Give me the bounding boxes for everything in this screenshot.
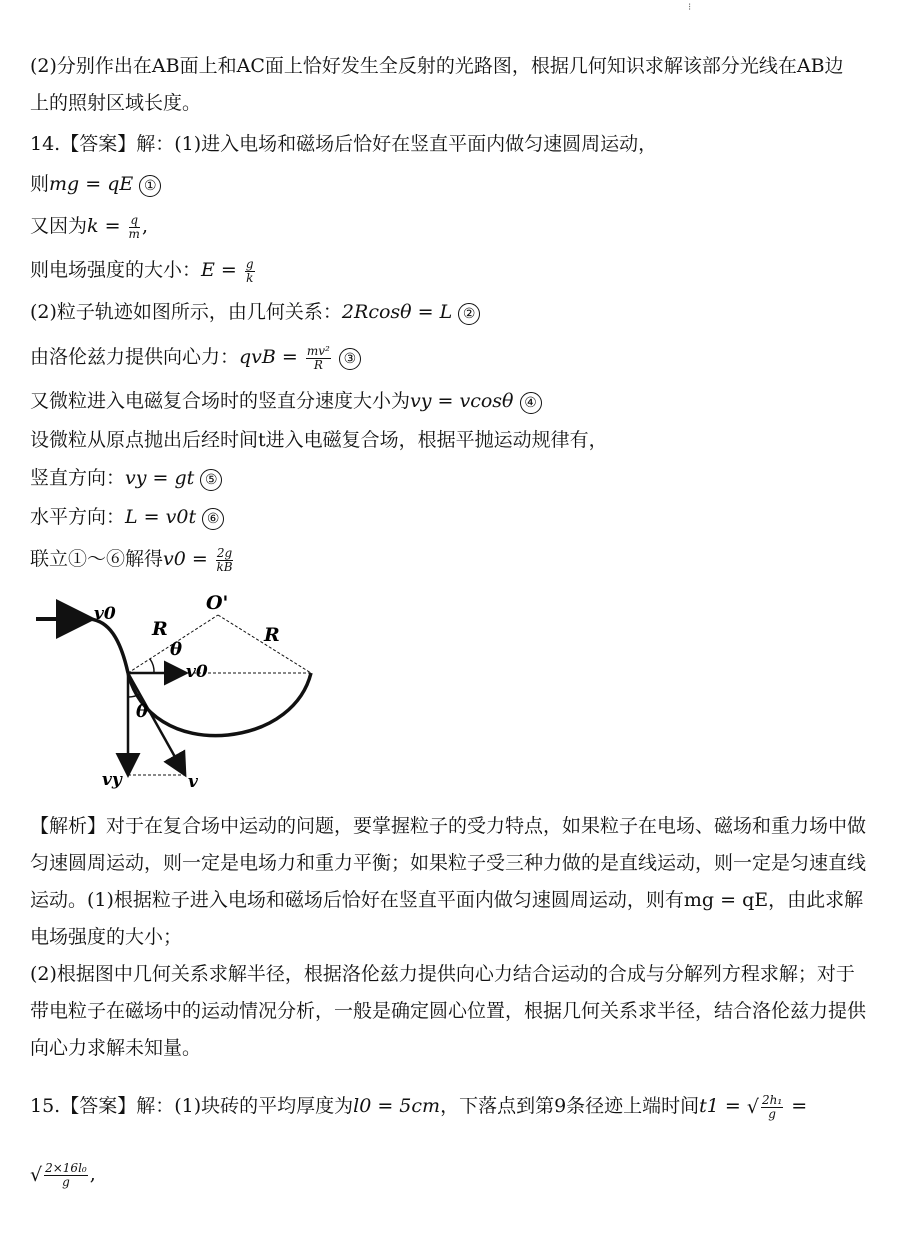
- label-v0-mid: v0: [186, 662, 208, 682]
- fraction-g-k: $\frac{g}{k}$: [245, 256, 254, 285]
- eq-prefix: 则电场强度的大小：: [30, 259, 202, 281]
- label-v0-top: v0: [94, 604, 116, 624]
- equation-line-4: [30, 387, 542, 415]
- fraction-q-m: $\frac{q}{m}$: [128, 212, 140, 241]
- answer-15-line-2: √ $\frac{\text{2×16l₀}}{g}$ ,: [30, 1161, 96, 1190]
- label-v: v: [188, 772, 198, 792]
- circled-number: ①: [139, 175, 161, 197]
- equation-line-6: [30, 503, 224, 531]
- equation: k =: [87, 215, 121, 237]
- equation: =: [791, 1095, 808, 1117]
- equation: 2Rcosθ = L: [341, 301, 453, 323]
- circled-number: ③: [339, 348, 361, 370]
- equation-line-5: [30, 464, 222, 492]
- parabolic-path: [90, 619, 128, 673]
- label-o-prime: O': [206, 595, 229, 614]
- equation-line-2: [30, 298, 480, 326]
- equation: mg = qE: [49, 173, 134, 195]
- equation: qvB =: [239, 346, 298, 368]
- circled-number: ②: [458, 303, 480, 325]
- fraction-2g-kb: $\frac{2g}{kB}$: [216, 545, 233, 574]
- equation-line-result: [30, 545, 235, 574]
- eq-prefix: 又微粒进入电磁复合场时的竖直分速度大小为: [30, 390, 411, 412]
- text-line-2: 上的照射区域长度。: [30, 92, 202, 114]
- label-r-left: R: [152, 618, 168, 640]
- circled-number: ⑥: [202, 508, 224, 530]
- answer-15-line: [30, 1092, 807, 1121]
- v-vector: [128, 673, 184, 773]
- label-vy: vy: [102, 770, 122, 790]
- equation-line-3: [30, 343, 361, 372]
- equation: t1 =: [699, 1095, 741, 1117]
- label-r-right: R: [264, 624, 280, 646]
- text-line-time: 设微粒从原点抛出后经时间t进入电磁复合场，根据平抛运动规律有，: [30, 429, 608, 451]
- analysis-paragraph-2: (2)根据图中几何关系求解半径，根据洛伦兹力提供向心力结合运动的合成与分解列方程求解；对于带电粒子在磁场中的运动情况分析，一般是确定圆心位置，根据几何关系求半径，结合洛伦兹力提供向心力求解未知量。: [30, 963, 867, 1059]
- equation: l0 = 5cm: [353, 1095, 441, 1117]
- label-theta-bottom: θ: [136, 701, 149, 722]
- analysis-paragraph-1: 【解析】对于在复合场中运动的问题，要掌握粒子的受力特点，如果粒子在电场、磁场和重力场中做匀速圆周运动，则一定是电场力和重力平衡；如果粒子受三种力做的是直线运动，则一定是匀速直线运动。(1)根据粒子进入电场和磁场后恰好在竖直平面内做匀速圆周运动，则有mg = qE，由此求解电场强度的大小；: [30, 815, 867, 948]
- circled-number: ④: [520, 392, 542, 414]
- theta-arc-top: [150, 659, 154, 673]
- answer-15-text2: ，下落点到第9条径迹上端时间: [440, 1095, 700, 1117]
- equation: v0 =: [163, 548, 208, 570]
- circular-arc: [128, 673, 311, 736]
- equation: vy = gt: [125, 467, 195, 489]
- fraction-mv2-r: $\frac{\text{mv²}}{R}$: [306, 343, 330, 372]
- answer-14-heading: 14.【答案】解：(1)进入电场和磁场后恰好在竖直平面内做匀速圆周运动，: [30, 133, 658, 155]
- eq-prefix: 则: [30, 173, 50, 195]
- eq-prefix: 由洛伦兹力提供向心力：: [30, 346, 240, 368]
- equation-line-1: [30, 170, 161, 198]
- answer-15-text: 15.【答案】解：(1)块砖的平均厚度为: [30, 1095, 354, 1117]
- sqrt-2h1-g: √ $\frac{\text{2h₁}}{g}$: [746, 1093, 783, 1122]
- text-line-1: (2)分别作出在AB面上和AC面上恰好发生全反射的光路图，根据几何知识求解该部分光线在AB边: [30, 55, 844, 77]
- eq-prefix: 竖直方向：: [30, 467, 126, 489]
- equation: L = v0t: [125, 506, 197, 528]
- trajectory-diagram: [28, 595, 328, 795]
- equation-line-k: 又因为k = $\frac{q}{m}$ ,: [30, 212, 148, 241]
- eq-prefix: (2)粒子轨迹如图所示，由几何关系：: [30, 301, 342, 323]
- corner-mark: ⁝: [688, 2, 692, 13]
- equation: vy = vcosθ: [410, 390, 514, 412]
- label-theta-top: θ: [170, 639, 183, 660]
- eq-prefix: 又因为: [30, 215, 88, 237]
- eq-prefix: 联立①～⑥解得: [30, 548, 164, 570]
- sqrt-2x16l0-g: √ $\frac{\text{2×16l₀}}{g}$: [30, 1161, 87, 1190]
- eq-prefix: 水平方向：: [30, 506, 126, 528]
- circled-number: ⑤: [200, 469, 222, 491]
- equation-line-e: [30, 256, 257, 285]
- equation: E =: [201, 259, 237, 281]
